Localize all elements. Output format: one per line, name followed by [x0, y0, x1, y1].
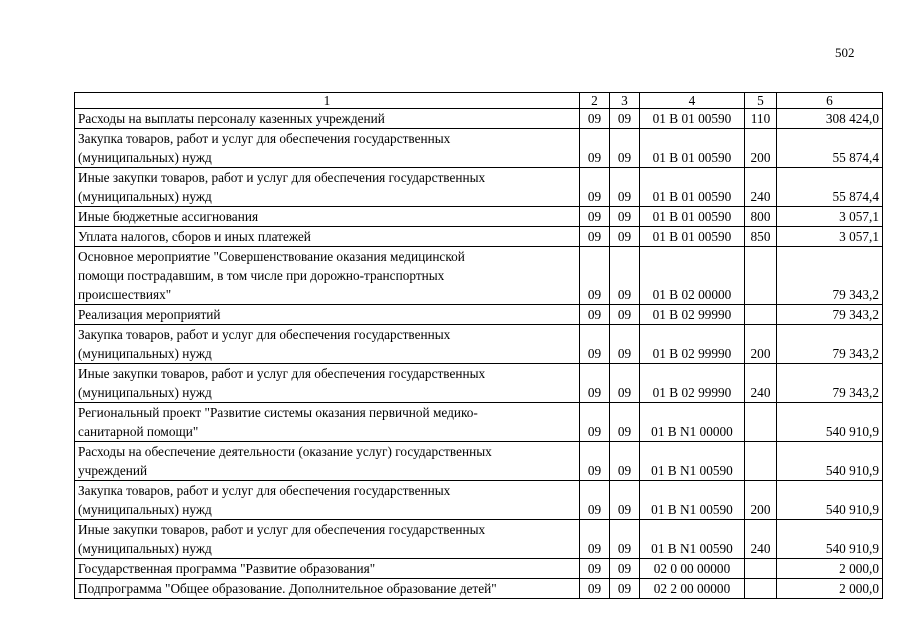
row-name-cell: Расходы на обеспечение деятельности (оказание услуг) государственных учреждений — [75, 442, 580, 481]
row-name-cell: Иные закупки товаров, работ и услуг для обеспечения государственных (муниципальных) нужд — [75, 168, 580, 207]
target-code-cell: 01 В 01 00590 — [640, 227, 745, 247]
section-cell: 09 — [580, 168, 610, 207]
expense-type-cell: 240 — [745, 364, 777, 403]
expense-type-cell — [745, 403, 777, 442]
expense-type-cell: 200 — [745, 481, 777, 520]
subsection-cell: 09 — [610, 442, 640, 481]
amount-cell: 540 910,9 — [777, 442, 883, 481]
amount-cell: 79 343,2 — [777, 325, 883, 364]
table-row — [75, 109, 883, 129]
row-name-cell: Закупка товаров, работ и услуг для обеспечения государственных (муниципальных) нужд — [75, 481, 580, 520]
expense-type-cell — [745, 579, 777, 599]
subsection-cell: 09 — [610, 481, 640, 520]
target-code-cell: 01 В N1 00590 — [640, 520, 745, 559]
amount-cell: 540 910,9 — [777, 520, 883, 559]
table-row — [75, 207, 883, 227]
amount-cell: 308 424,0 — [777, 109, 883, 129]
amount-cell: 3 057,1 — [777, 207, 883, 227]
target-code-cell: 01 В 02 00000 — [640, 247, 745, 305]
amount-cell: 540 910,9 — [777, 481, 883, 520]
section-cell: 09 — [580, 520, 610, 559]
section-cell: 09 — [580, 442, 610, 481]
table-row — [75, 325, 883, 364]
section-cell: 09 — [580, 403, 610, 442]
amount-cell: 79 343,2 — [777, 247, 883, 305]
subsection-cell: 09 — [610, 364, 640, 403]
budget-table — [74, 92, 883, 599]
amount-cell: 2 000,0 — [777, 579, 883, 599]
table-row — [75, 403, 883, 442]
amount-cell: 55 874,4 — [777, 129, 883, 168]
target-code-cell: 01 В 01 00590 — [640, 109, 745, 129]
expense-type-cell — [745, 305, 777, 325]
table-row — [75, 520, 883, 559]
expense-type-cell — [745, 247, 777, 305]
target-code-cell: 01 В 01 00590 — [640, 207, 745, 227]
row-name-cell: Реализация мероприятий — [75, 305, 580, 325]
target-code-cell: 01 В N1 00590 — [640, 442, 745, 481]
section-cell: 09 — [580, 579, 610, 599]
expense-type-cell: 200 — [745, 129, 777, 168]
expense-type-cell: 240 — [745, 168, 777, 207]
section-cell: 09 — [580, 481, 610, 520]
subsection-cell: 09 — [610, 168, 640, 207]
table-row — [75, 481, 883, 520]
amount-cell: 55 874,4 — [777, 168, 883, 207]
subsection-cell: 09 — [610, 403, 640, 442]
column-header: 1 — [75, 93, 580, 109]
target-code-cell: 01 В 02 99990 — [640, 305, 745, 325]
section-cell: 09 — [580, 305, 610, 325]
column-header: 3 — [610, 93, 640, 109]
expense-type-cell: 850 — [745, 227, 777, 247]
expense-type-cell: 800 — [745, 207, 777, 227]
section-cell: 09 — [580, 129, 610, 168]
target-code-cell: 02 0 00 00000 — [640, 559, 745, 579]
row-name-cell: Государственная программа "Развитие образования" — [75, 559, 580, 579]
column-header: 2 — [580, 93, 610, 109]
subsection-cell: 09 — [610, 129, 640, 168]
amount-cell: 3 057,1 — [777, 227, 883, 247]
table-row — [75, 559, 883, 579]
table-row — [75, 168, 883, 207]
subsection-cell: 09 — [610, 520, 640, 559]
table-row — [75, 247, 883, 305]
amount-cell: 79 343,2 — [777, 305, 883, 325]
expense-type-cell: 240 — [745, 520, 777, 559]
column-header: 4 — [640, 93, 745, 109]
expense-type-cell: 110 — [745, 109, 777, 129]
table-row — [75, 305, 883, 325]
section-cell: 09 — [580, 559, 610, 579]
column-header: 5 — [745, 93, 777, 109]
row-name-cell: Подпрограмма "Общее образование. Дополнительное образование детей" — [75, 579, 580, 599]
target-code-cell: 01 В 02 99990 — [640, 364, 745, 403]
row-name-cell: Региональный проект "Развитие системы оказания первичной медико- санитарной помощи" — [75, 403, 580, 442]
table-row — [75, 579, 883, 599]
subsection-cell: 09 — [610, 207, 640, 227]
row-name-cell: Закупка товаров, работ и услуг для обеспечения государственных (муниципальных) нужд — [75, 129, 580, 168]
row-name-cell: Уплата налогов, сборов и иных платежей — [75, 227, 580, 247]
section-cell: 09 — [580, 109, 610, 129]
subsection-cell: 09 — [610, 305, 640, 325]
table-row — [75, 442, 883, 481]
subsection-cell: 09 — [610, 579, 640, 599]
section-cell: 09 — [580, 207, 610, 227]
table-row — [75, 227, 883, 247]
table-header-row — [75, 93, 883, 109]
section-cell: 09 — [580, 227, 610, 247]
amount-cell: 540 910,9 — [777, 403, 883, 442]
row-name-cell: Закупка товаров, работ и услуг для обеспечения государственных (муниципальных) нужд — [75, 325, 580, 364]
target-code-cell: 02 2 00 00000 — [640, 579, 745, 599]
target-code-cell: 01 В N1 00000 — [640, 403, 745, 442]
table-body — [75, 109, 883, 599]
row-name-cell: Иные закупки товаров, работ и услуг для обеспечения государственных (муниципальных) нужд — [75, 364, 580, 403]
expense-type-cell — [745, 442, 777, 481]
amount-cell: 79 343,2 — [777, 364, 883, 403]
subsection-cell: 09 — [610, 325, 640, 364]
section-cell: 09 — [580, 364, 610, 403]
target-code-cell: 01 В N1 00590 — [640, 481, 745, 520]
expense-type-cell — [745, 559, 777, 579]
amount-cell: 2 000,0 — [777, 559, 883, 579]
table-row — [75, 129, 883, 168]
section-cell: 09 — [580, 325, 610, 364]
row-name-cell: Основное мероприятие "Совершенствование оказания медицинской помощи пострадавшим, в том числе при дорожно-транспортных происшествиях" — [75, 247, 580, 305]
row-name-cell: Иные закупки товаров, работ и услуг для обеспечения государственных (муниципальных) нужд — [75, 520, 580, 559]
subsection-cell: 09 — [610, 227, 640, 247]
page-number: 502 — [835, 45, 855, 60]
expense-type-cell: 200 — [745, 325, 777, 364]
column-header: 6 — [777, 93, 883, 109]
subsection-cell: 09 — [610, 109, 640, 129]
subsection-cell: 09 — [610, 559, 640, 579]
row-name-cell: Иные бюджетные ассигнования — [75, 207, 580, 227]
subsection-cell: 09 — [610, 247, 640, 305]
target-code-cell: 01 В 01 00590 — [640, 168, 745, 207]
table-row — [75, 364, 883, 403]
target-code-cell: 01 В 01 00590 — [640, 129, 745, 168]
section-cell: 09 — [580, 247, 610, 305]
row-name-cell: Расходы на выплаты персоналу казенных учреждений — [75, 109, 580, 129]
target-code-cell: 01 В 02 99990 — [640, 325, 745, 364]
